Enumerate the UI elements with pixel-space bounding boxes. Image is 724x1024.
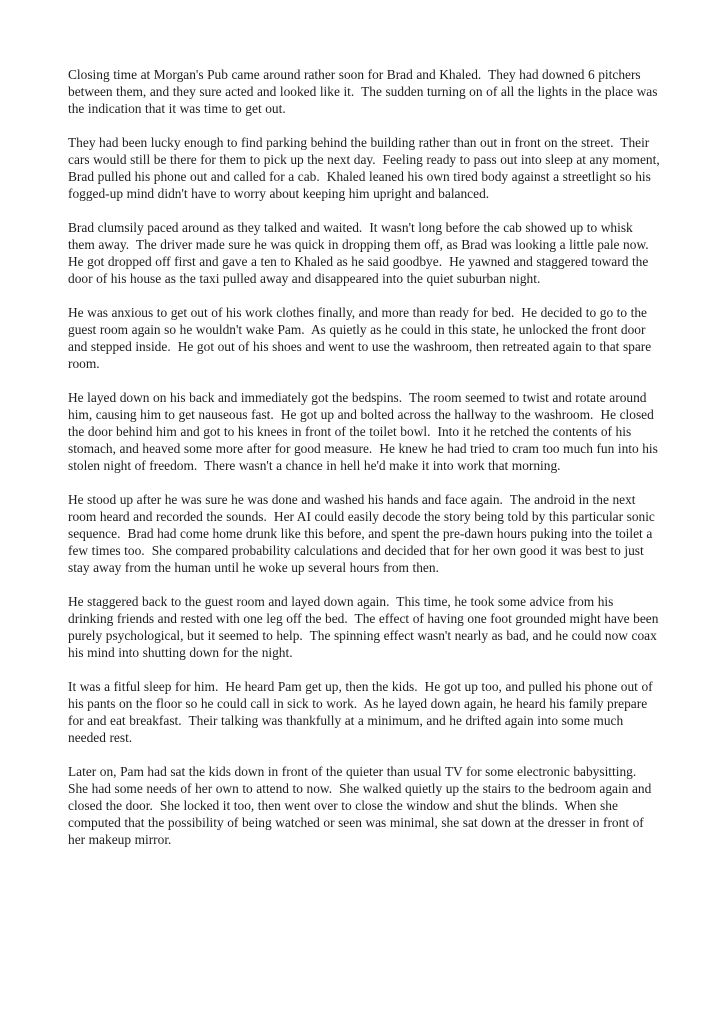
paragraph: They had been lucky enough to find parking behind the building rather than out in front on the street. Their cars would still be there for them to pick up the next day. Feeling ready to pass out into sleep at any moment, Brad pulled his phone out and called for a cab. Khaled leaned his own tired body against a streetlight so his fogged-up mind didn't have to worry about keeping him upright and balanced. <box>68 135 664 201</box>
paragraph: He layed down on his back and immediately got the bedspins. The room seemed to twist and rotate around him, causing him to get nauseous fast. He got up and bolted across the hallway to the washroom. He closed the door behind him and got to his knees in front of the toilet bowl. Into it he retched the contents of his stomach, and heaved some more after for good measure. He knew he had tried to cram too much fun into his stolen night of freedom. There wasn't a chance in hell he'd make it into work that morning. <box>68 390 662 473</box>
paragraph: Brad clumsily paced around as they talked and waited. It wasn't long before the cab showed up to whisk them away. The driver made sure he was quick in dropping them off, as Brad was looking a little pale now. He got dropped off first and gave a ten to Khaled as he said goodbye. He yawned and staggered toward the door of his house as the taxi pulled away and disappeared into the quiet suburban night. <box>68 220 656 286</box>
paragraph: He staggered back to the guest room and layed down again. This time, he took some advice from his drinking friends and rested with one leg off the bed. The effect of having one foot grounded might have been purely psychological, but it seemed to help. The spinning effect wasn't nearly as bad, and he could now coax his mind into shutting down for the night. <box>68 594 662 660</box>
text-column <box>68 66 664 848</box>
paragraph: It was a fitful sleep for him. He heard Pam get up, then the kids. He got up too, and pulled his phone out of his pants on the floor so he could call in sick to work. As he layed down again, he heard his family prepare for and eat breakfast. Their talking was thankfully at a minimum, and he drifted again into some much needed rest. <box>68 679 657 745</box>
paragraph: Closing time at Morgan's Pub came around rather soon for Brad and Khaled. They had downed 6 pitchers between them, and they sure acted and looked like it. The sudden turning on of all the lights in the place was the indication that it was time to get out. <box>68 67 662 116</box>
paragraph: He was anxious to get out of his work clothes finally, and more than ready for bed. He decided to go to the guest room again so he wouldn't wake Pam. As quietly as he could in this state, he unlocked the front door and stepped inside. He got out of his shoes and went to use the washroom, then retreated again to that spare room. <box>68 305 655 371</box>
paragraph: Later on, Pam had sat the kids down in front of the quieter than usual TV for some electronic babysitting. She had some needs of her own to attend to now. She walked quietly up the stairs to the bedroom again and closed the door. She locked it too, then went over to close the window and shut the blinds. When she computed that the possibility of being watched or seen was minimal, she sat down at the dresser in front of her makeup mirror. <box>68 764 655 847</box>
paragraph: He stood up after he was sure he was done and washed his hands and face again. The android in the next room heard and recorded the sounds. Her AI could easily decode the story being told by this particular sonic sequence. Brad had come home drunk like this before, and spent the pre-dawn hours puking into the toilet a few times too. She compared probability calculations and decided that for her own good it was best to just stay away from the human until he woke up several hours from then. <box>68 492 659 575</box>
